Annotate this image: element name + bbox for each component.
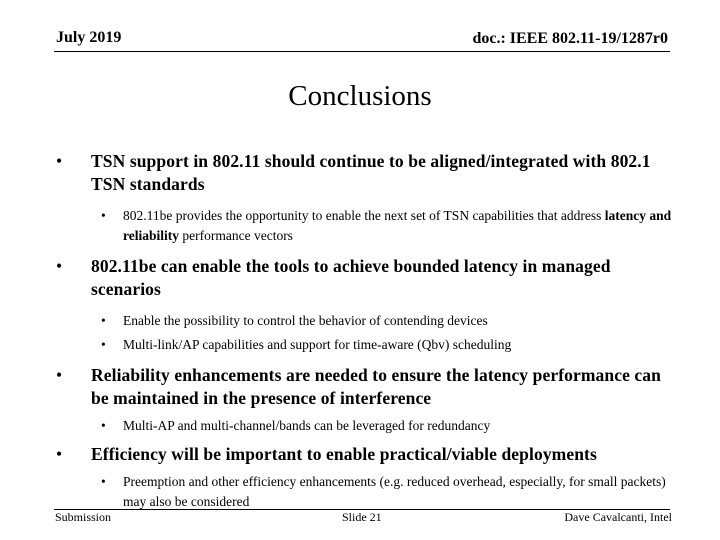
bullet-2-sub-1 bbox=[56, 311, 676, 331]
bullet-3 bbox=[56, 364, 676, 410]
bullet-3-sub-1 bbox=[56, 416, 676, 436]
bullet-dot: • bbox=[56, 256, 63, 276]
bullet-4-sub-1 bbox=[56, 472, 676, 512]
bullet-4 bbox=[56, 443, 676, 466]
bullet-1 bbox=[56, 150, 676, 196]
sub-text-post: performance vectors bbox=[179, 228, 293, 243]
bullet-1-sub-1 bbox=[56, 206, 676, 246]
bullet-dot: • bbox=[56, 151, 63, 171]
sub-bullet-dot: • bbox=[101, 474, 106, 489]
sub-text-pre: 802.11be provides the opportunity to enable the next set of TSN capabilities that address bbox=[123, 208, 605, 223]
bullet-dot: • bbox=[56, 365, 63, 385]
footer-submission: Submission bbox=[55, 510, 112, 524]
header-divider bbox=[54, 51, 670, 52]
sub-text: Multi-AP and multi-channel/bands can be leveraged for redundancy bbox=[123, 418, 491, 433]
header-doc-id: doc.: IEEE 802.11-19/1287r0 bbox=[472, 30, 668, 47]
sub-bullet-dot: • bbox=[101, 208, 106, 223]
header-date: July 2019 bbox=[56, 29, 122, 46]
bullet-1-text: TSN support in 802.11 should continue to be aligned/integrated with 802.1 TSN standards bbox=[91, 151, 651, 194]
sub-bullet-dot: • bbox=[101, 313, 106, 328]
sub-bullet-dot: • bbox=[101, 418, 106, 433]
sub-text: Preemption and other efficiency enhancements (e.g. reduced overhead, especially, for small packets) may also be considered bbox=[123, 474, 666, 509]
footer-author: Dave Cavalcanti, Intel bbox=[564, 510, 672, 524]
bullet-list bbox=[56, 150, 676, 512]
sub-text: Enable the possibility to control the behavior of contending devices bbox=[123, 313, 488, 328]
bullet-2-text: 802.11be can enable the tools to achieve bounded latency in managed scenarios bbox=[91, 256, 611, 299]
bullet-3-text: Reliability enhancements are needed to ensure the latency performance can be maintained in the presence of interference bbox=[91, 365, 661, 408]
sub-text-bold: latency and reliability bbox=[123, 208, 672, 243]
bullet-2 bbox=[56, 255, 676, 301]
bullet-dot: • bbox=[56, 444, 63, 464]
sub-bullet-dot: • bbox=[101, 337, 106, 352]
bullet-2-sub-2 bbox=[56, 335, 676, 355]
footer-slide-number: Slide 21 bbox=[342, 510, 382, 524]
sub-text: Multi-link/AP capabilities and support for time-aware (Qbv) scheduling bbox=[123, 337, 512, 352]
slide-title: Conclusions bbox=[288, 80, 432, 112]
bullet-4-text: Efficiency will be important to enable practical/viable deployments bbox=[91, 444, 597, 464]
